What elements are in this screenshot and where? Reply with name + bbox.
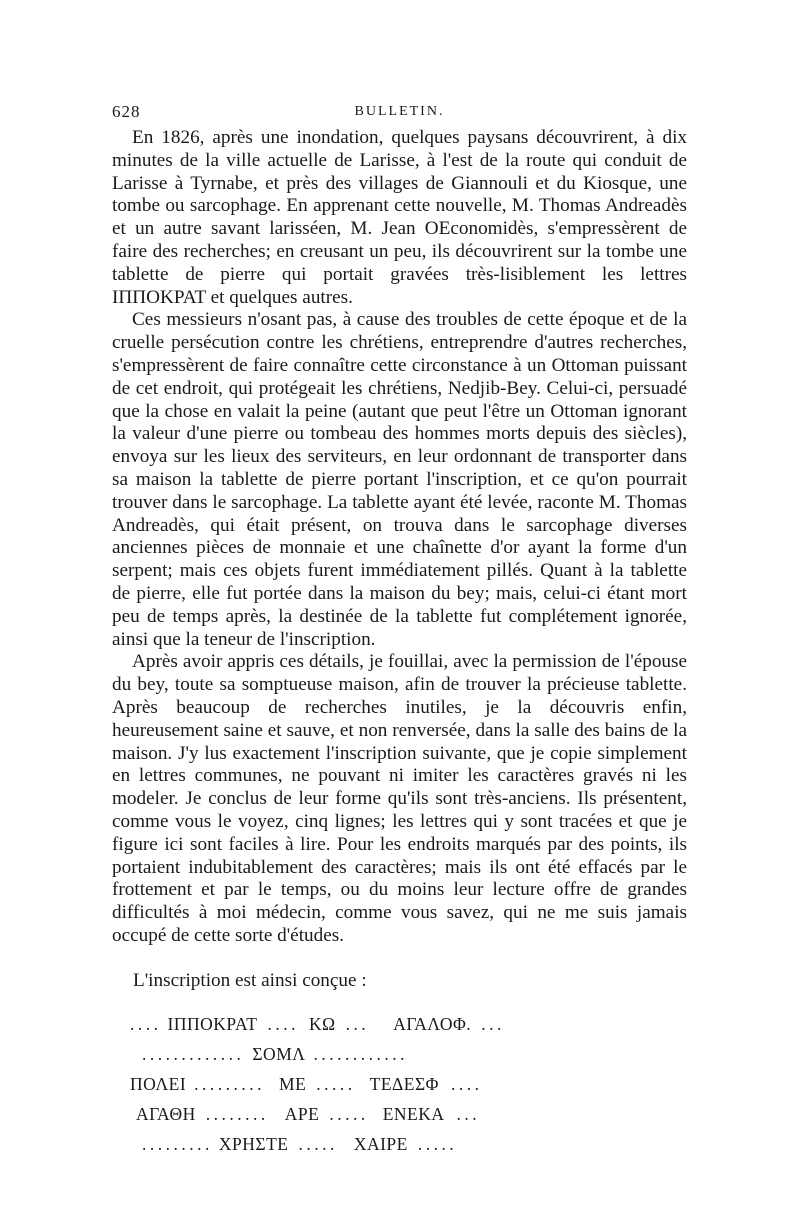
inscription-fragment: ΙΠΠΟΚΡΑΤ (167, 1014, 258, 1034)
page-number: 628 (112, 102, 141, 121)
inscription-fragment: ........ (205, 1104, 269, 1124)
inscription-block (130, 1014, 690, 1164)
page-header (112, 102, 687, 126)
inscription-fragment: ..... (329, 1104, 369, 1124)
inscription-fragment: ΑΓΑΘΗ (136, 1104, 196, 1124)
inscription-fragment: ΧΡΗΣΤΕ (218, 1134, 289, 1154)
inscription-fragment: ΑΓΑΛΟΦ. (393, 1014, 472, 1034)
inscription-fragment: ΣΟΜΛ (252, 1044, 306, 1064)
inscription-fragment: ............ (313, 1044, 408, 1064)
inscription-fragment: ΧΑΙΡΕ (353, 1134, 408, 1154)
paragraph-search: Après avoir appris ces détails, je fouillai, avec la permission de l'épouse du bey, toute sa somptueuse maison, afin de trouver la précieuse tablette. Après beaucoup de recherches inutiles, je la découvris enfin, heureusement saine et sauve, et non renversée, dans la salle des bains de la maison. J'y lus exactement l'inscription suivante, que je copie simplement en lettres communes, ne pouvant ni imiter les caractères gravés ni les modeler. Je conclus de leur forme qu'ils sont très-anciens. Ils présentent, comme vous le voyez, cinq lignes; les lettres qui y sont tracées et que je figure ici sont faciles à lire. Pour les endroits marqués par des points, ils portaient indubitablement des caractères; mais ils ont été effacés par le frottement et par le temps, ou du moins leur lecture offre de grandes difficultés à moi médecin, comme vous savez, qui ne me suis jamais occupé de cette sorte d'études. (112, 651, 687, 946)
inscription-fragment: ΤΕΔΕΣΦ (369, 1074, 439, 1094)
inscription-fragment: ..... (417, 1134, 458, 1154)
inscription-line-3 (130, 1074, 690, 1100)
inscription-line-2 (130, 1044, 690, 1070)
inscription-fragment: ... (481, 1014, 505, 1034)
inscription-intro: L'inscription est ainsi conçue : (133, 970, 367, 991)
inscription-fragment: ΑΡΕ (284, 1104, 320, 1124)
body-text (112, 127, 687, 948)
running-head: BULLETIN. (354, 104, 445, 119)
inscription-line-5 (130, 1134, 690, 1160)
inscription-fragment: ΠΟΛΕΙ (130, 1074, 187, 1094)
inscription-fragment: ............. (142, 1044, 245, 1064)
inscription-fragment: .... (450, 1074, 483, 1094)
inscription-fragment: ΜΕ (279, 1074, 307, 1094)
paragraph-bey: Ces messieurs n'osant pas, à cause des troubles de cette époque et de la cruelle persécution contre les chrétiens, entreprendre d'autres recherches, s'empressèrent de faire connaître cette circonstance à un Ottoman puissant de cet endroit, qui protégeait les chrétiens, Nedjib-Bey. Celui-ci, persuadé que la chose en valait la peine (autant que peut l'être un Ottoman ignorant la valeur d'une pierre ou tombeau des hommes morts depuis des siècles), envoya sur les lieux des serviteurs, en leur ordonnant de transporter dans sa maison la tablette de pierre portant l'inscription, et ce qu'on pourrait trouver dans le sarcophage. La tablette ayant été levée, raconte M. Thomas Andreadès, qui était présent, on trouva dans le sarcophage diverses anciennes pièces de monnaie et une chaînette d'or ayant la forme d'un serpent; mais ces objets furent immédiatement pillés. Quant à la tablette de pierre, elle fut portée dans la maison du bey; mais, celui-ci étant mort peu de temps après, la destinée de la tablette fut complétement ignorée, ainsi que la teneur de l'inscription. (112, 309, 687, 650)
inscription-fragment: ... (456, 1104, 481, 1124)
inscription-fragment: ΚΩ (308, 1014, 336, 1034)
inscription-fragment: ......... (194, 1074, 266, 1094)
inscription-fragment: .... (130, 1014, 162, 1034)
inscription-line-4 (130, 1104, 690, 1130)
inscription-fragment: ... (345, 1014, 370, 1034)
paragraph-discovery: En 1826, après une inondation, quelques paysans découvrirent, à dix minutes de la ville actuelle de Larisse, à l'est de la route qui conduit de Larisse à Tyrnabe, et près des villages de Giannouli et du Kiosque, une tombe ou sarcophage. En apprenant cette nouvelle, M. Thomas Andreadès et un autre savant larisséen, M. Jean OEconomidès, s'empressèrent de faire des recherches; en creusant un peu, ils découvrirent sur la tombe une tablette de pierre qui portait gravées très-lisiblement les lettres ΙΠΠΟΚΡΑΤ et quelques autres. (112, 127, 687, 308)
inscription-fragment: ..... (298, 1134, 338, 1154)
inscription-fragment: ΕΝΕΚΑ (382, 1104, 445, 1124)
inscription-fragment: ......... (142, 1134, 213, 1154)
inscription-fragment: ..... (316, 1074, 356, 1094)
inscription-line-1 (130, 1014, 690, 1040)
inscription-fragment: .... (267, 1014, 299, 1034)
